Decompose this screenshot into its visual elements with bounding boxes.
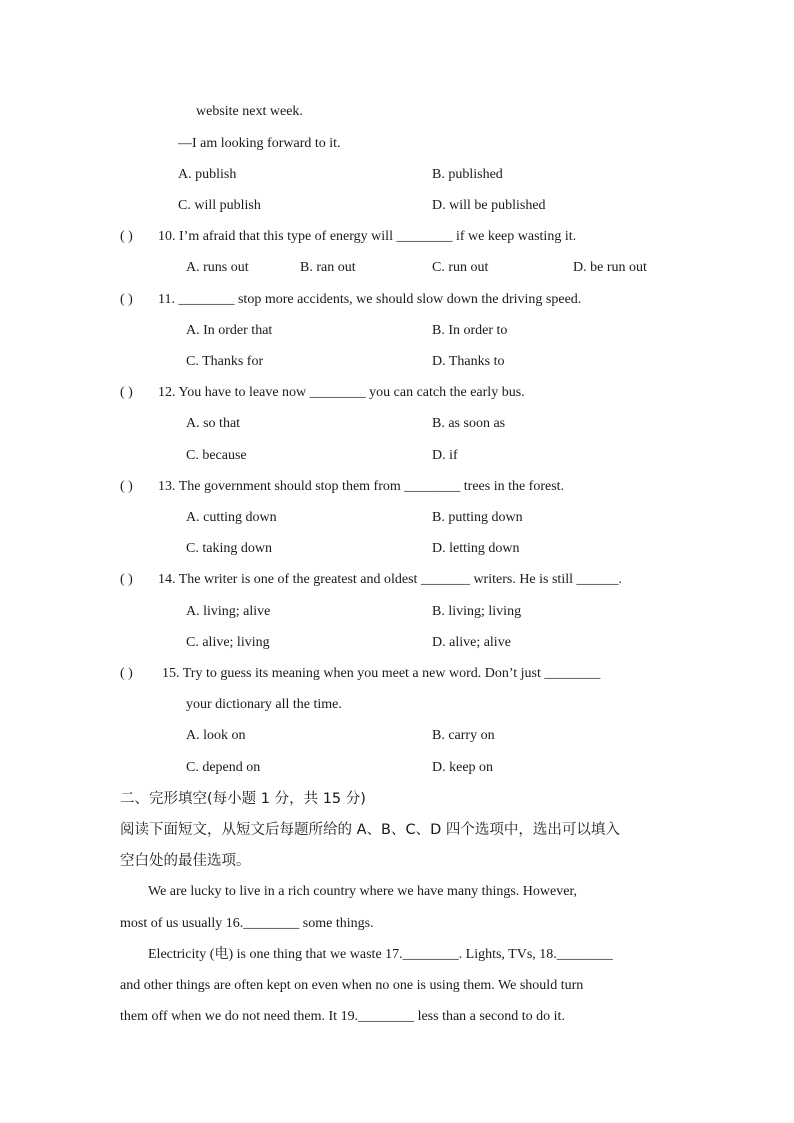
option-b: B. carry on [432, 728, 495, 743]
option-a: A. so that [186, 416, 241, 431]
question-10: 10. I’m afraid that this type of energy will ________ if we keep wasting it. [158, 229, 577, 244]
option-c: C. depend on [186, 760, 261, 775]
answer-bracket: ( ) [120, 666, 133, 681]
passage-line: We are lucky to live in a rich country where we have many things. However, [148, 884, 578, 899]
option-a: A. publish [178, 167, 237, 182]
option-d: D. be run out [573, 260, 647, 275]
option-b: B. putting down [432, 510, 523, 525]
answer-bracket: ( ) [120, 385, 133, 400]
passage-line: most of us usually 16.________ some things. [120, 916, 374, 931]
answer-bracket: ( ) [120, 292, 133, 307]
question-text: —I am looking forward to it. [178, 136, 341, 151]
option-d: D. letting down [432, 541, 520, 556]
option-d: D. keep on [432, 760, 494, 775]
answer-bracket: ( ) [120, 572, 133, 587]
option-c: C. because [186, 448, 247, 463]
section-instructions: 空白处的最佳选项。 [120, 853, 251, 869]
section-title: 二、完形填空(每小题 1 分，共 15 分) [120, 791, 366, 807]
option-b: B. In order to [432, 323, 508, 338]
answer-bracket: ( ) [120, 229, 133, 244]
section-instructions: 阅读下面短文，从短文后每题所给的 A、B、C、D 四个选项中，选出可以填入 [120, 822, 620, 838]
option-d: D. will be published [432, 198, 546, 213]
option-c: C. run out [432, 260, 489, 275]
option-d: D. if [432, 448, 458, 463]
question-12: 12. You have to leave now ________ you can catch the early bus. [158, 385, 525, 400]
option-d: D. alive; alive [432, 635, 511, 650]
question-15-continued: your dictionary all the time. [186, 697, 342, 712]
option-c: C. taking down [186, 541, 272, 556]
option-b: B. living; living [432, 604, 522, 619]
option-a: A. look on [186, 728, 246, 743]
question-14: 14. The writer is one of the greatest and oldest _______ writers. He is still ______. [158, 572, 622, 587]
option-a: A. runs out [186, 260, 249, 275]
question-15: 15. Try to guess its meaning when you meet a new word. Don’t just ________ [162, 666, 601, 681]
option-a: A. living; alive [186, 604, 271, 619]
answer-bracket: ( ) [120, 479, 133, 494]
question-13: 13. The government should stop them from ________ trees in the forest. [158, 479, 565, 494]
option-b: B. as soon as [432, 416, 506, 431]
question-text: website next week. [196, 104, 303, 119]
passage-line: and other things are often kept on even when no one is using them. We should turn [120, 978, 584, 993]
option-c: C. Thanks for [186, 354, 264, 369]
passage-line: them off when we do not need them. It 19.________ less than a second to do it. [120, 1009, 565, 1024]
option-c: C. will publish [178, 198, 261, 213]
option-d: D. Thanks to [432, 354, 505, 369]
option-a: A. In order that [186, 323, 273, 338]
question-11: 11. ________ stop more accidents, we should slow down the driving speed. [158, 292, 582, 307]
option-a: A. cutting down [186, 510, 277, 525]
option-c: C. alive; living [186, 635, 270, 650]
passage-line: Electricity (电) is one thing that we waste 17.________. Lights, TVs, 18.________ [148, 947, 613, 962]
option-b: B. ran out [300, 260, 356, 275]
option-b: B. published [432, 167, 503, 182]
